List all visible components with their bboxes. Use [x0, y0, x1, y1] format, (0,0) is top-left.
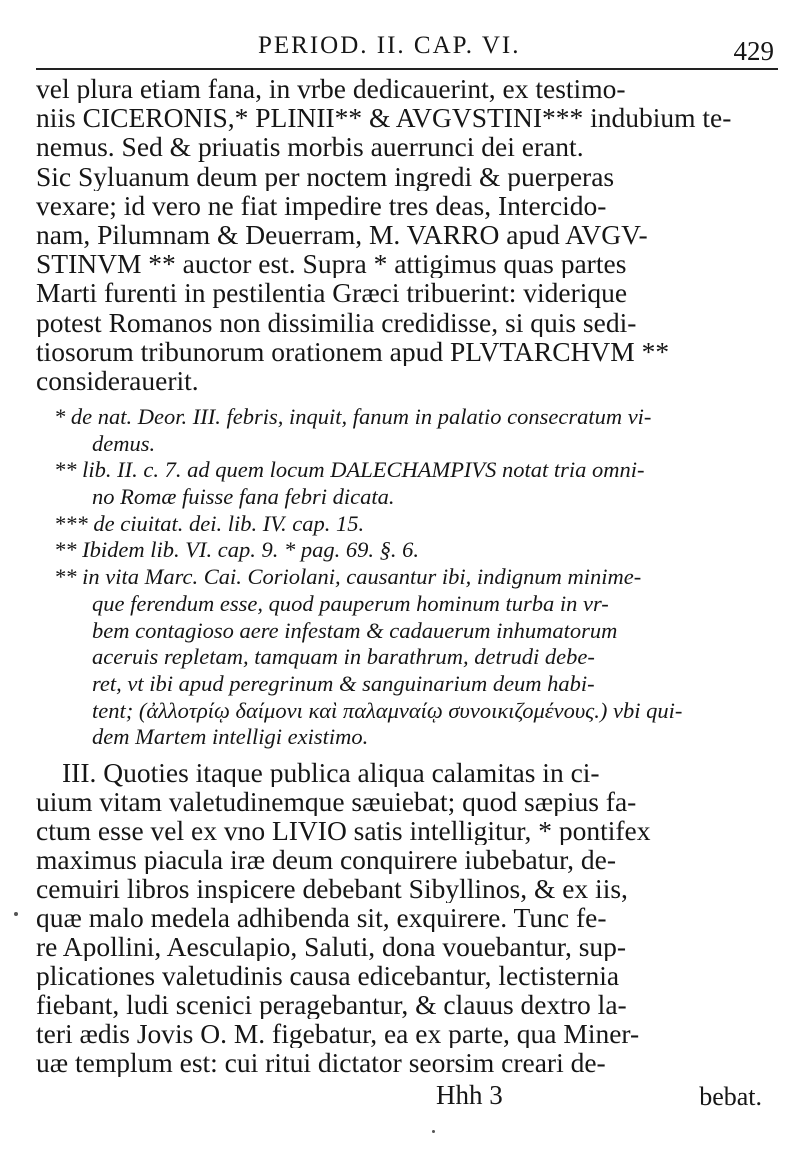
- text-line: niis CICERONIS,* PLINII** & AVGVSTINI*** indubium te-: [36, 103, 732, 133]
- page-number: 429: [733, 36, 774, 66]
- text-line: vel plura etiam fana, in vrbe dedicauerint, ex testimo-: [36, 74, 626, 104]
- text-line: uium vitam valetudinemque sæuiebat; quod sæpius fa-: [36, 787, 637, 816]
- header-rule: [36, 68, 778, 70]
- footnote-line: *** de ciuitat. dei. lib. IV. cap. 15.: [54, 510, 365, 536]
- footnote-line: ** Ibidem lib. VI. cap. 9. * pag. 69. §. 6.: [54, 537, 419, 563]
- footnote-line: * de nat. Deor. III. febris, inquit, fanum in palatio consecratum vi-: [54, 404, 652, 429]
- running-head: PERIOD. II. CAP. VI.: [258, 32, 521, 59]
- text-line: uæ templum est: cui ritui dictator seorsim creari de-: [36, 1048, 606, 1077]
- footnote-line: tent; (ἀλλοτρίῳ δαίμονι καὶ παλαμναίῳ συνοικιζομένους.) vbi qui-: [92, 697, 683, 723]
- footnote-line: ret, vt ibi apud peregrinum & sanguinarium deum habi-: [92, 670, 595, 696]
- text-line: maximus piacula iræ deum conquirere iubebatur, de-: [36, 845, 617, 874]
- text-line: fiebant, ludi scenici peragebantur, & clauus dextro la-: [36, 990, 627, 1019]
- page-header: [36, 28, 776, 68]
- paper-speck: [432, 1130, 435, 1133]
- text-line: Sic Syluanum deum per noctem ingredi & puerperas: [36, 161, 615, 191]
- text-line: quæ malo medela adhibenda sit, exquirere. Tunc fe-: [36, 903, 607, 932]
- text-line: Marti furenti in pestilentia Græci tribuerint: viderique: [36, 278, 628, 308]
- text-line: ctum esse vel ex vno LIVIO satis intelligitur, * pontifex: [36, 816, 651, 845]
- text-line: plicationes valetudinis causa edicebantur, lectisternia: [36, 961, 620, 990]
- text-line: re Apollini, Aesculapio, Saluti, dona vouebantur, sup-: [36, 932, 627, 961]
- catchword: bebat.: [699, 1082, 762, 1111]
- footnote-line: no Romæ fuisse fana febri dicata.: [92, 484, 395, 510]
- text-line: potest Romanos non dissimilia credidisse, si quis sedi-: [36, 307, 637, 337]
- paragraph-1: [36, 74, 788, 395]
- text-line: cemuiri libros inspicere debebant Sibyllinos, & ex iis,: [36, 874, 628, 903]
- signature-mark: Hhh 3: [436, 1080, 503, 1110]
- text-line: vexare; id vero ne fiat impedire tres deas, Intercido-: [36, 190, 607, 220]
- footnote-line: bem contagioso aere infestam & cadauerum inhumatorum: [92, 617, 618, 643]
- paragraph-2: [36, 758, 788, 1077]
- footnote-line: que ferendum esse, quod pauperum hominum turba in vr-: [92, 590, 609, 616]
- text-line: nemus. Sed & priuatis morbis auerrunci dei erant.: [36, 132, 584, 162]
- text-line: considerauerit.: [36, 365, 199, 396]
- text-line: STINVM ** auctor est. Supra * attigimus quas partes: [36, 249, 627, 279]
- footnote-line: dem Martem intelligi existimo.: [92, 724, 369, 750]
- text-line: nam, Pilumnam & Deuerram, M. VARRO apud AVGV-: [36, 219, 648, 250]
- footnotes: [36, 404, 788, 751]
- text-line: tiosorum tribunorum orationem apud PLVTARCHVM **: [36, 336, 670, 366]
- paper-speck: [14, 912, 18, 916]
- footnote-line: demus.: [92, 430, 156, 456]
- footnote-line: aceruis repletam, tamquam in barathrum, detrudi debe-: [92, 644, 595, 670]
- footnote-line: ** lib. II. c. 7. ad quem locum DALECHAMPIVS notat tria omni-: [54, 457, 645, 483]
- text-line: III. Quoties itaque publica aliqua calamitas in ci-: [62, 758, 600, 787]
- text-line: teri ædis Jovis O. M. figebatur, ea ex parte, qua Miner-: [36, 1019, 640, 1048]
- footnote-line: ** in vita Marc. Cai. Coriolani, causantur ibi, indignum minime-: [54, 564, 642, 590]
